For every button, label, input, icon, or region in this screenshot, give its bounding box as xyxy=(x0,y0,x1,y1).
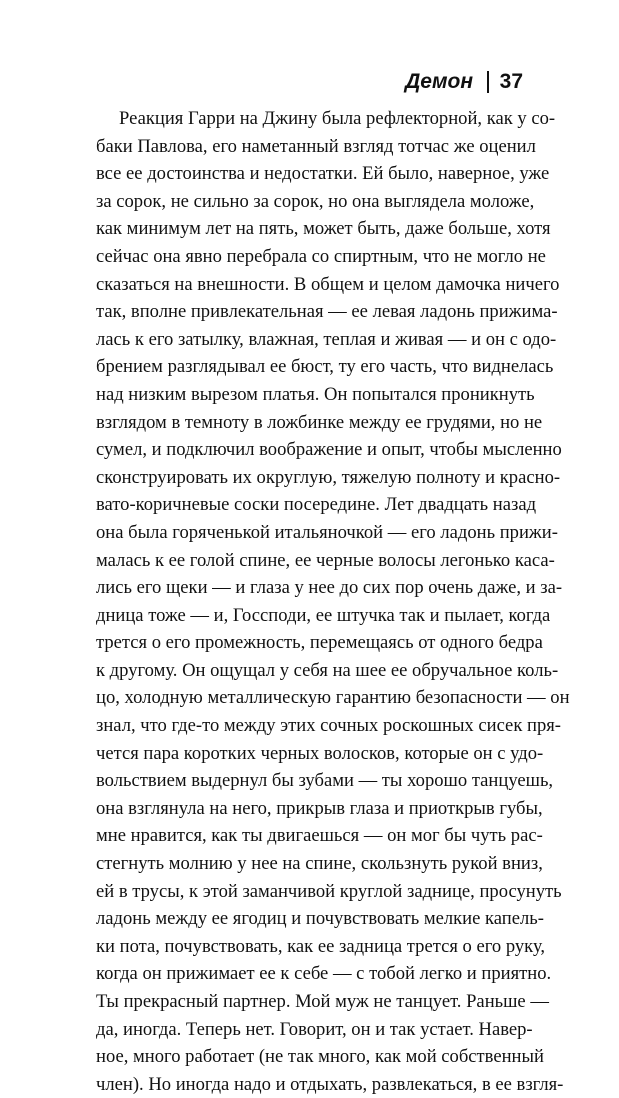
text-line: лись его щеки — и глаза у нее до сих пор очень даже, и за- xyxy=(96,577,563,599)
text-line: член). Но иногда надо и отдыхать, развлекаться, в ее взгля- xyxy=(96,1073,564,1095)
page-number: 37 xyxy=(499,70,523,93)
text-line: взглядом в темноту в ложбинке между ее грудями, но не xyxy=(96,411,543,433)
text-line: малась к ее голой спине, ее черные волосы легонько каса- xyxy=(96,549,555,571)
text-line: сказаться на внешности. В общем и целом дамочка ничего xyxy=(96,273,560,295)
text-line: она взглянула на него, прикрыв глаза и приоткрыв губы, xyxy=(96,797,543,819)
text-line: ное, много работает (не так много, как мой собственный xyxy=(96,1046,544,1068)
text-line: над низким вырезом платья. Он попытался проникнуть xyxy=(96,383,535,405)
running-title: Демон xyxy=(405,70,474,93)
text-line: когда он прижимает ее к себе — с тобой легко и приятно. xyxy=(96,963,552,985)
text-line: цо, холодную металлическую гарантию безопасности — он xyxy=(96,687,570,709)
body-text xyxy=(96,105,570,1098)
text-line: трется о его промежность, перемещаясь от одного бедра xyxy=(96,632,543,654)
text-line: как минимум лет на пять, может быть, даже больше, хотя xyxy=(96,218,551,240)
text-line: она была горяченькой итальяночкой — его ладонь прижи- xyxy=(96,521,558,543)
text-line: стегнуть молнию у нее на спине, скользнуть рукой вниз, xyxy=(96,853,543,875)
page-header xyxy=(405,70,523,94)
text-line: вольствием выдернул бы зубами — ты хорошо танцуешь, xyxy=(96,770,554,792)
text-line: мне нравится, как ты двигаешься — он мог бы чуть рас- xyxy=(96,825,543,847)
text-line: лась к его затылку, влажная, теплая и живая — и он с одо- xyxy=(96,328,557,350)
text-line: баки Павлова, его наметанный взгляд тотчас же оценил xyxy=(96,135,536,157)
text-line: сейчас она явно перебрала со спиртным, что не могло не xyxy=(96,245,546,267)
text-line: ей в трусы, к этой заманчивой круглой заднице, просунуть xyxy=(96,880,562,902)
text-line: к другому. Он ощущал у себя на шее ее обручальное коль- xyxy=(96,659,559,681)
text-line: ки пота, почувствовать, как ее задница трется о его руку, xyxy=(96,935,546,957)
text-line: Ты прекрасный партнер. Мой муж не танцует. Раньше — xyxy=(96,991,549,1012)
text-line: все ее достоинства и недостатки. Ей было, наверное, уже xyxy=(96,163,550,185)
header-separator xyxy=(487,71,489,93)
text-line: ладонь между ее ягодиц и почувствовать мелкие капель- xyxy=(96,908,544,930)
text-line: сумел, и подключил воображение и опыт, чтобы мысленно xyxy=(96,439,562,461)
text-line: знал, что где-то между этих сочных роскошных сисек пря- xyxy=(96,715,561,737)
text-line: дница тоже — и, Госсподи, ее штучка так и пылает, когда xyxy=(96,604,551,626)
text-line: да, иногда. Теперь нет. Говорит, он и так устает. Навер- xyxy=(96,1018,533,1040)
text-line: брением разглядывал ее бюст, ту его часть, что виднелась xyxy=(96,356,554,378)
text-line: Реакция Гарри на Джину была рефлекторной, как у со- xyxy=(119,108,556,129)
text-line: вато-коричневые соски посередине. Лет двадцать назад xyxy=(96,494,537,516)
text-line: так, вполне привлекательная — ее левая ладонь прижима- xyxy=(96,301,558,323)
text-line: за сорок, не сильно за сорок, но она выглядела моложе, xyxy=(96,190,535,212)
text-line: сконструировать их округлую, тяжелую полноту и красно- xyxy=(96,466,561,488)
text-line: чется пара коротких черных волосков, которые он с удо- xyxy=(96,742,544,764)
